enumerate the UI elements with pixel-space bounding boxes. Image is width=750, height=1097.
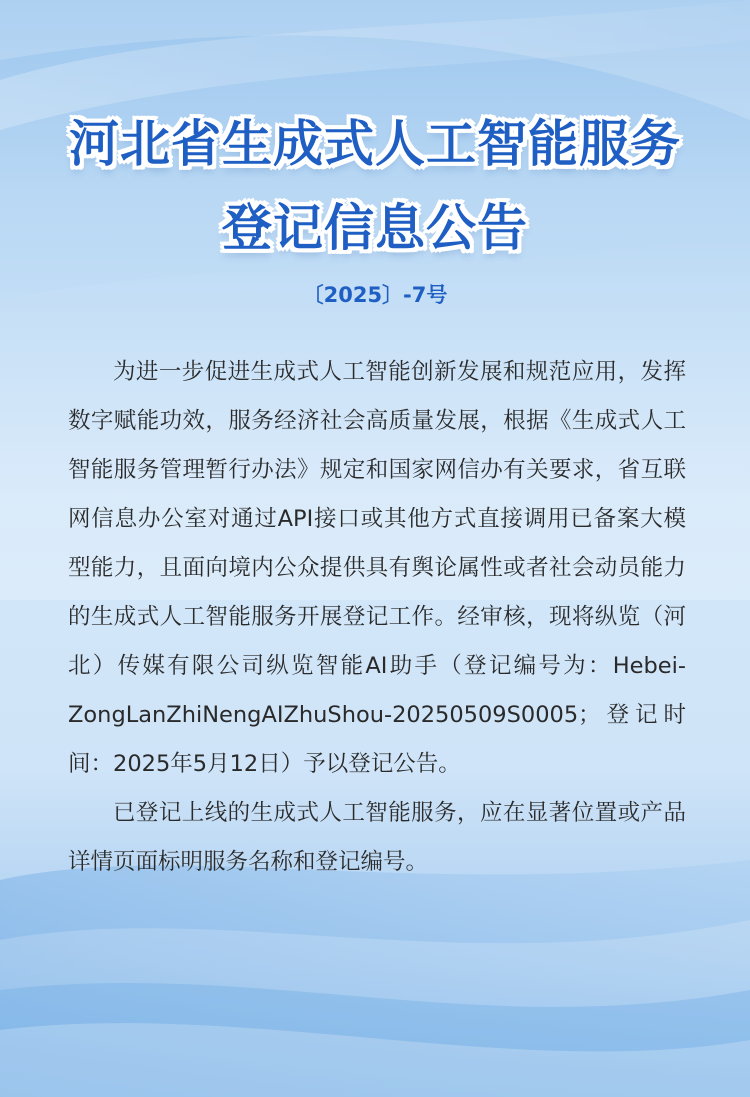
body-paragraph-2: 已登记上线的生成式人工智能服务，应在显著位置或产品详情页面标明服务名称和登记编号。 xyxy=(68,800,686,875)
announcement-body xyxy=(68,348,686,887)
document-number: 〔2025〕-7号 xyxy=(302,283,448,307)
announcement-title-line2: 登记信息公告 xyxy=(222,199,528,257)
body-paragraph-1: 为进一步促进生成式人工智能创新发展和规范应用，发挥数字赋能功效，服务经济社会高质量发展，根据《生成式人工智能服务管理暂行办法》规定和国家网信办有关要求，省互联网信息办公室对通过API接口或其他方式直接调用已备案大模型能力，且面向境内公众提供具有舆论属性或者社会动员能力的生成式人工智能服务开展登记工作。经审核，现将纵览（河北）传媒有限公司纵览智能AI助手（登记编号为：Hebei-ZongLanZhiNengAIZhuShou-20250509S0005；登记时间：2025年5月12日）予以登记公告。 xyxy=(68,359,686,777)
announcement-title-line1: 河北省生成式人工智能服务 xyxy=(69,115,681,173)
